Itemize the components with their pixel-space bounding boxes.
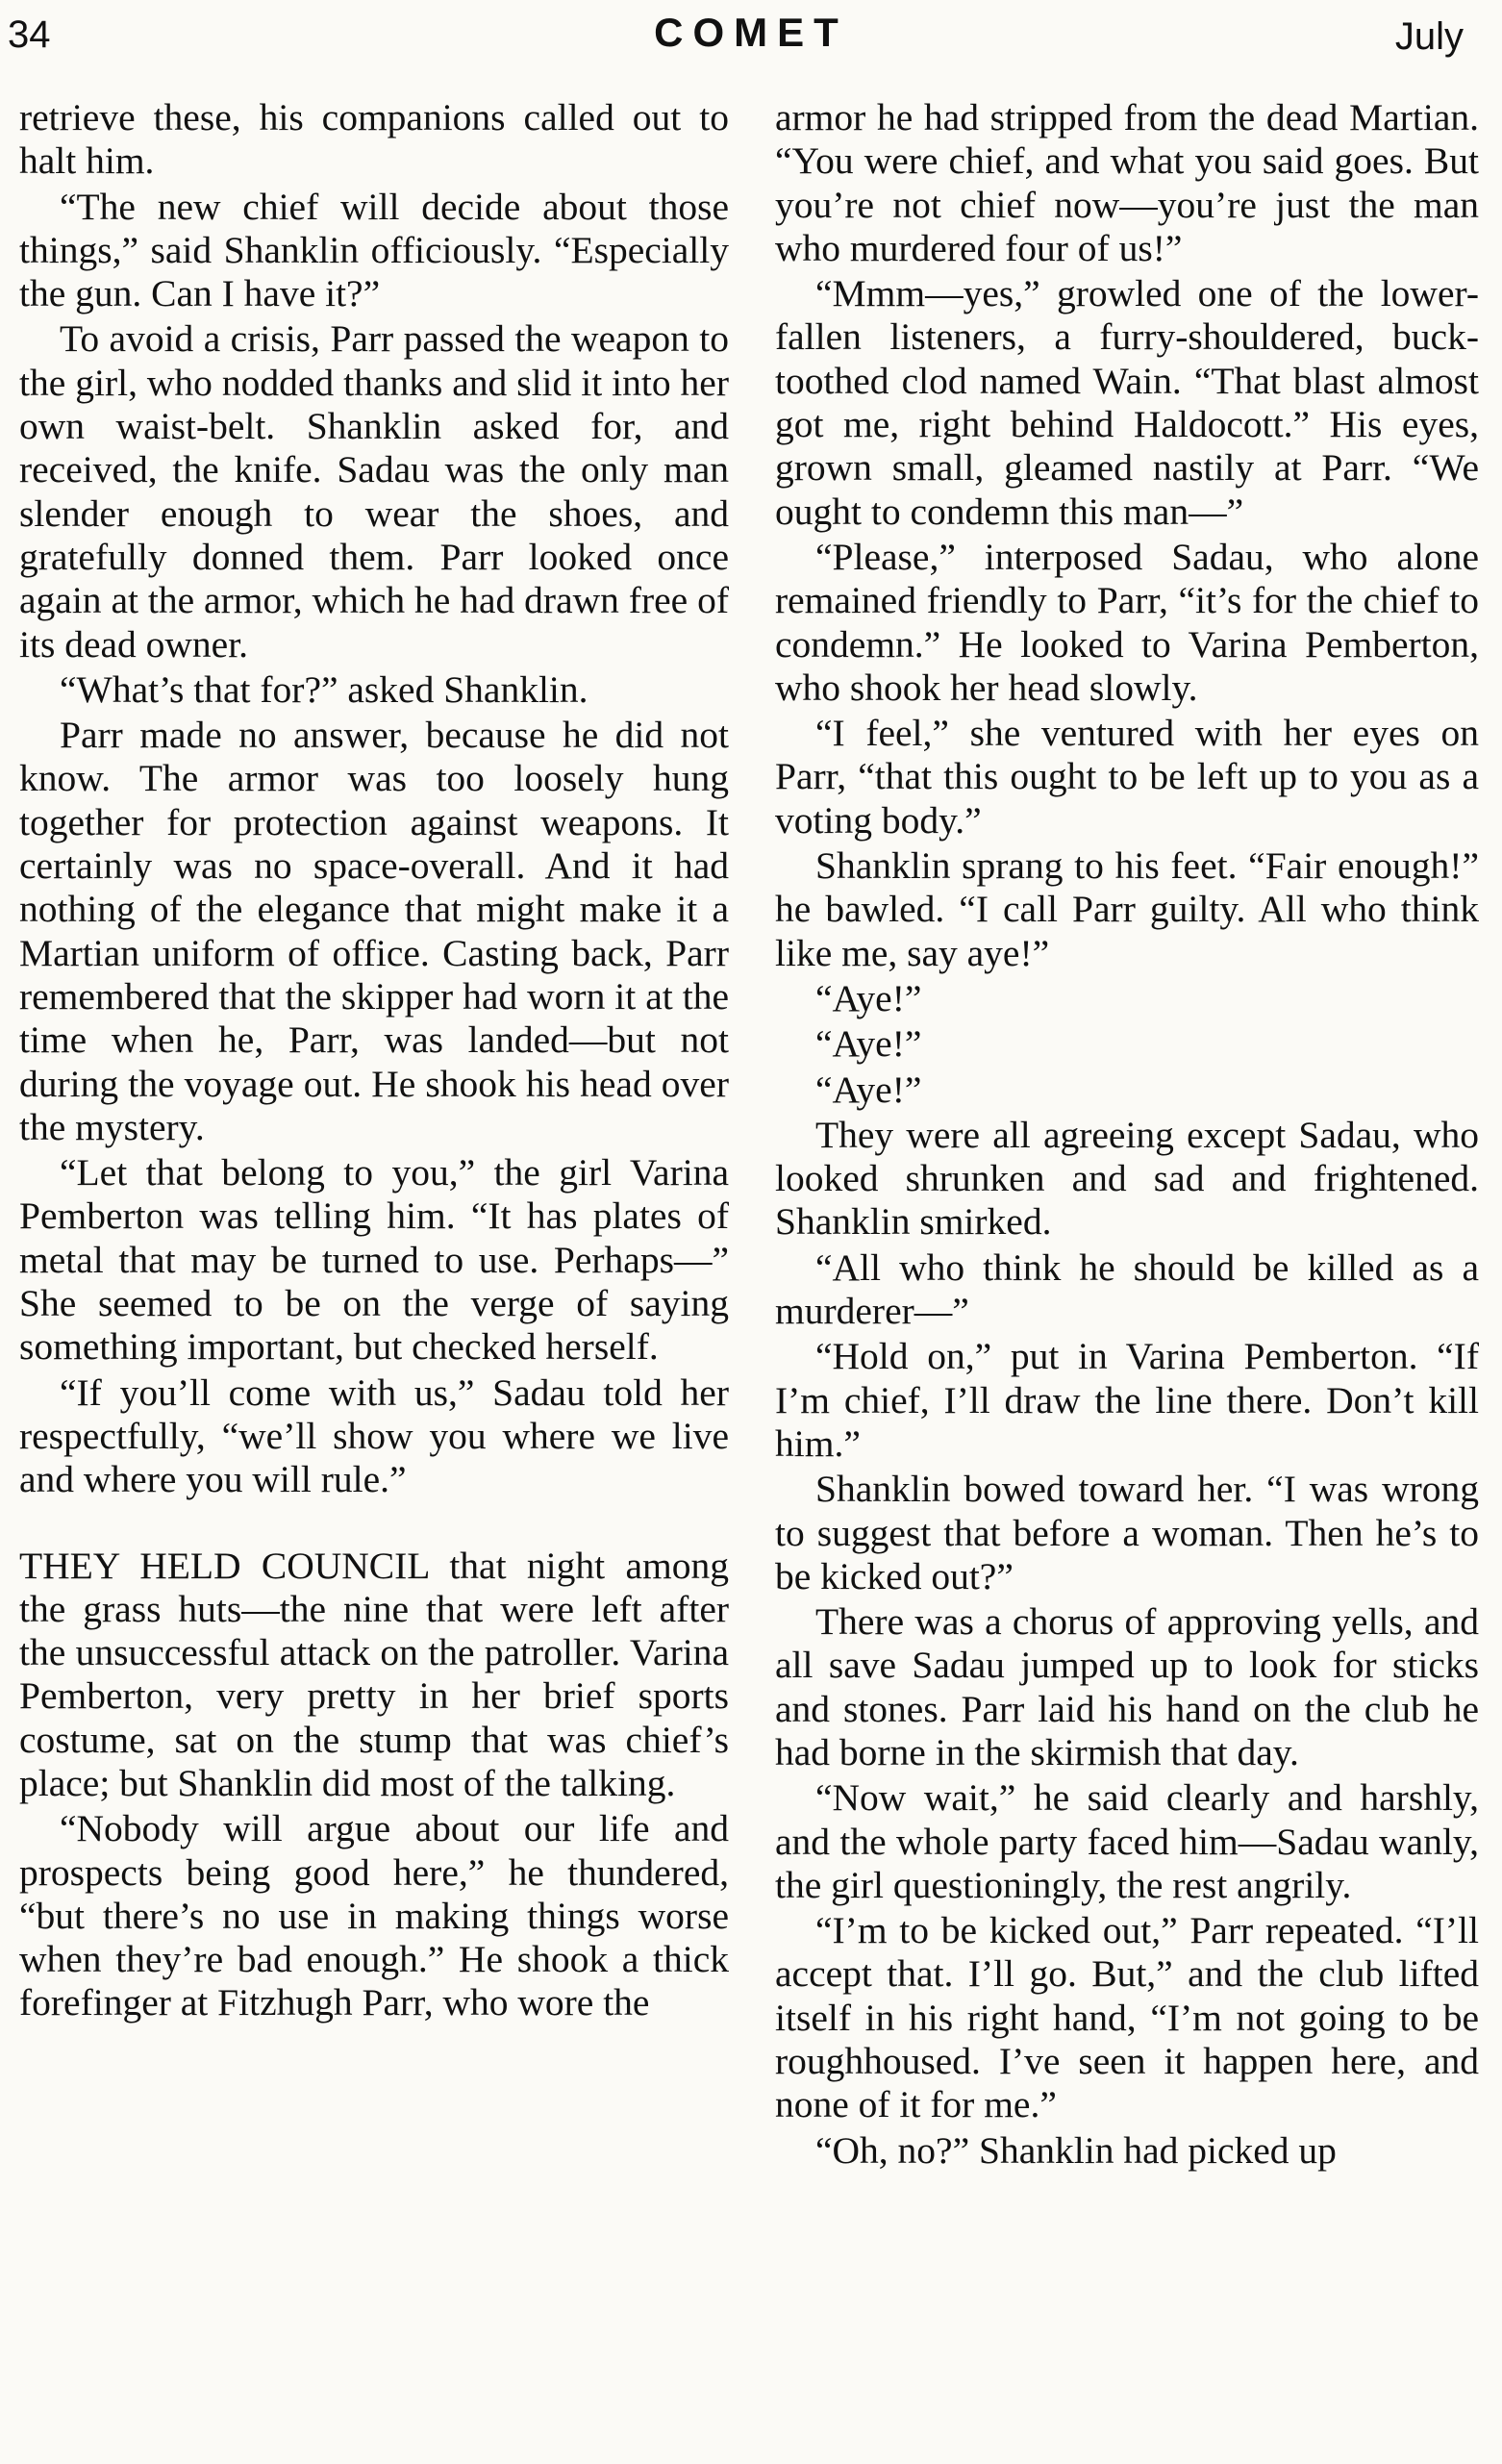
paragraph: “Let that belong to you,” the girl Varina Pemberton was telling him. “It has plates of metal that may be turned to use. Perhaps—” She seemed to be on the verge of saying something important, but checked herself. <box>19 1151 729 1369</box>
magazine-title: COMET <box>654 10 848 55</box>
dialogue-line: “Aye!” <box>815 1022 922 1066</box>
dialogue-line: “Aye!” <box>815 976 922 1019</box>
paragraph: “Hold on,” put in Varina Pemberton. “If I’m chief, I’ll draw the line there. Don’t kill him.” <box>775 1335 1479 1465</box>
paragraph: “If you’ll come with us,” Sadau told her respectfully, “we’ll show you where we live and where you will rule.” <box>19 1370 729 1501</box>
page-header <box>0 0 1502 96</box>
paragraph: They were all agreeing except Sadau, who looked shrunken and sad and frightened. Shanklin smirked. <box>775 1113 1479 1244</box>
paragraph: “What’s that for?” asked Shanklin. <box>60 667 588 711</box>
paragraph: Parr made no answer, because he did not know. The armor was too loosely hung together for protection against weapons. It certainly was no space-overall. And it had nothing of the elegance that might make it a Martian uniform of office. Casting back, Parr remembered that the skipper had worn it at the time when he, Parr, was landed—but not during the voyage out. He shook his head over the mystery. <box>19 714 729 1148</box>
paragraph: Shanklin sprang to his feet. “Fair enough!” he bawled. “I call Parr guilty. All who think like me, say aye!” <box>775 844 1479 974</box>
paragraph: “Mmm—yes,” growled one of the lower-fallen listeners, a furry-shouldered, buck-toothed clod named Wain. “That blast almost got me, right behind Haldocott.” His eyes, grown small, gleamed nastily at Parr. “We ought to condemn this man—” <box>775 272 1479 533</box>
paragraph: “The new chief will decide about those things,” said Shanklin officiously. “Especially the gun. Can I have it?” <box>19 185 729 315</box>
paragraph: “Nobody will argue about our life and prospects being good here,” he thundered, “but there’s no use in making things worse when they’re bad enough.” He shook a thick forefinger at Fitzhugh Parr, who wore the <box>19 1807 729 2024</box>
paragraph: armor he had stripped from the dead Martian. “You were chief, and what you said goes. But you’re not chief now—you’re just the man who murdered four of us!” <box>775 96 1479 269</box>
dialogue-line: “Aye!” <box>815 1068 922 1111</box>
paragraph: Shanklin bowed toward her. “I was wrong to suggest that before a woman. Then he’s to be kicked out?” <box>775 1468 1479 1597</box>
section-start-paragraph: THEY HELD COUNCIL that night among the grass huts—the nine that were left after the unsuccessful attack on the patroller. Varina Pemberton, very pretty in her brief sports costume, sat on the stump that was chief’s place; but Shanklin did most of the talking. <box>19 1544 729 1804</box>
paragraph: “All who think he should be killed as a murderer—” <box>775 1245 1479 1333</box>
right-column <box>775 96 1479 2443</box>
paragraph: retrieve these, his companions called out to halt him. <box>19 96 729 183</box>
page-number: 34 <box>8 13 51 56</box>
left-column <box>19 96 729 2443</box>
paragraph: There was a chorus of approving yells, and all save Sadau jumped up to look for sticks and stones. Parr laid his hand on the club he had borne in the skirmish that day. <box>775 1600 1479 1773</box>
paragraph: “I feel,” she ventured with her eyes on Parr, “that this ought to be left up to you as a voting body.” <box>775 712 1479 842</box>
paragraph: “Now wait,” he said clearly and harshly, and the whole party faced him—Sadau wanly, the girl questioningly, the rest angrily. <box>775 1776 1479 1906</box>
issue-month: July <box>1394 15 1464 58</box>
paragraph: “Oh, no?” Shanklin had picked up <box>815 2128 1337 2172</box>
paragraph: “I’m to be kicked out,” Parr repeated. “I’ll accept that. I’ll go. But,” and the club lifted itself in his right hand, “I’m not going to be roughhoused. I’ve seen it happen here, and none of it for me.” <box>775 1909 1479 2126</box>
paragraph: To avoid a crisis, Parr passed the weapon to the girl, who nodded thanks and slid it into her own waist-belt. Shanklin asked for, and received, the knife. Sadau was the only man slender enough to wear the shoes, and gratefully donned them. Parr looked once again at the armor, which he had drawn free of its dead owner. <box>19 317 729 666</box>
paragraph: “Please,” interposed Sadau, who alone remained friendly to Parr, “it’s for the chief to condemn.” He looked to Varina Pemberton, who shook her head slowly. <box>775 535 1479 709</box>
